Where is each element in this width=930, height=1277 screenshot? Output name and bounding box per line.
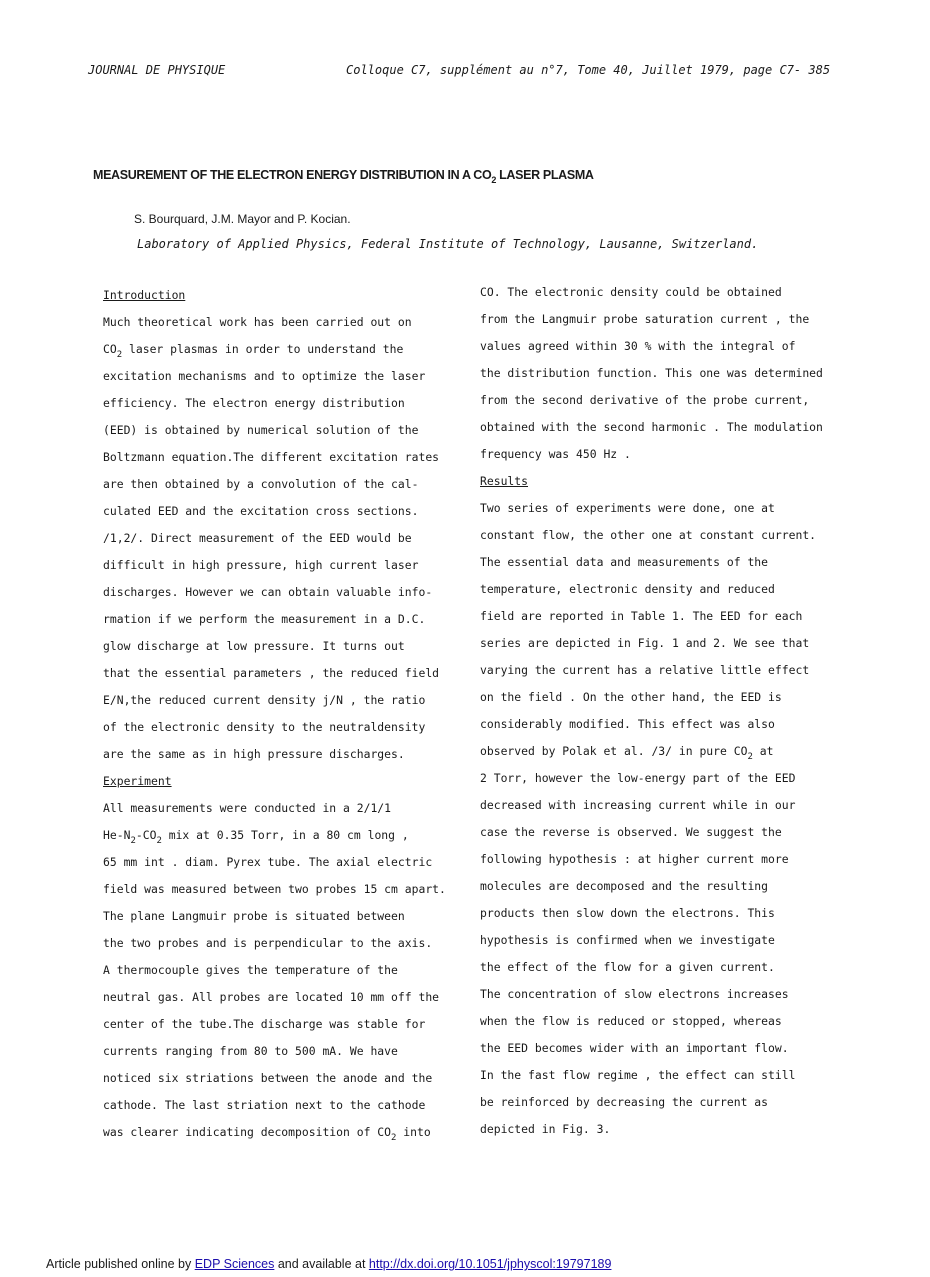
line-text: CO. The electronic density could be obtained <box>480 285 782 299</box>
text-line <box>103 714 446 741</box>
line-text: molecules are decomposed and the resulting <box>480 879 769 893</box>
text-line <box>480 603 823 630</box>
line-text: /1,2/. Direct measurement of the EED would be <box>103 531 412 545</box>
line-text: rmation if we perform the measurement in a D.C. <box>103 612 426 626</box>
doi-link[interactable]: http://dx.doi.org/10.1051/jphyscol:19797189 <box>368 1257 612 1271</box>
text-line <box>480 549 823 576</box>
line-text: varying the current has a relative little effect <box>480 663 810 677</box>
text-line <box>103 903 446 930</box>
left-column <box>103 282 446 1146</box>
text-line <box>103 309 446 336</box>
line-text: Much theoretical work has been carried out on <box>103 315 412 329</box>
title-text: MEASUREMENT OF THE ELECTRON ENERGY DISTRIBUTION IN A CO <box>93 168 492 182</box>
text-line <box>480 522 823 549</box>
text-line <box>103 1038 446 1065</box>
text-line <box>103 660 446 687</box>
line-text: center of the tube.The discharge was stable for <box>103 1017 426 1031</box>
text-line <box>480 1062 823 1089</box>
line-text: from the Langmuir probe saturation current , the <box>480 312 810 326</box>
line-text: the EED becomes wider with an important flow. <box>480 1041 789 1055</box>
line-text: be reinforced by decreasing the current as <box>480 1095 769 1109</box>
text-line <box>480 1008 823 1035</box>
text-line <box>103 930 446 957</box>
text-line <box>480 630 823 657</box>
publication-footer <box>46 1257 611 1271</box>
title-text-end: LASER PLASMA <box>496 168 594 182</box>
text-line <box>103 552 446 579</box>
section-heading <box>480 468 823 495</box>
text-line <box>480 576 823 603</box>
text-line <box>103 795 446 822</box>
text-line <box>480 765 823 792</box>
line-text: series are depicted in Fig. 1 and 2. We see that <box>480 636 810 650</box>
footer-middle: and available at <box>274 1257 369 1271</box>
line-text: Experiment <box>103 774 172 788</box>
line-text: The concentration of slow electrons increases <box>480 987 789 1001</box>
text-line <box>103 1119 446 1146</box>
line-text: constant flow, the other one at constant current. <box>480 528 817 542</box>
line-text: 65 mm int . diam. Pyrex tube. The axial electric <box>103 855 433 869</box>
line-text: Introduction <box>103 288 186 302</box>
text-line <box>480 657 823 684</box>
line-text: decreased with increasing current while in our <box>480 798 796 812</box>
right-column <box>480 279 823 1143</box>
text-line <box>103 822 446 849</box>
text-line <box>103 1065 446 1092</box>
paper-title <box>93 168 594 185</box>
text-line <box>103 471 446 498</box>
footer-prefix: Article published online by <box>46 1257 195 1271</box>
line-text: of the electronic density to the neutraldensity <box>103 720 426 734</box>
text-line <box>480 414 823 441</box>
text-line <box>103 390 446 417</box>
text-line <box>103 525 446 552</box>
text-line <box>480 819 823 846</box>
line-text: following hypothesis : at higher current more <box>480 852 789 866</box>
text-line <box>480 900 823 927</box>
line-text: into <box>396 1125 431 1139</box>
line-text: In the fast flow regime , the effect can still <box>480 1068 796 1082</box>
text-line <box>480 684 823 711</box>
line-text: mix at 0.35 Torr, in a 80 cm long , <box>161 828 409 842</box>
authors: S. Bourquard, J.M. Mayor and P. Kocian. <box>134 212 351 226</box>
line-text: when the flow is reduced or stopped, whereas <box>480 1014 782 1028</box>
text-line <box>103 1011 446 1038</box>
text-line <box>103 444 446 471</box>
text-line <box>480 360 823 387</box>
text-line <box>480 306 823 333</box>
line-text: products then slow down the electrons. This <box>480 906 775 920</box>
text-line <box>103 849 446 876</box>
line-text: the two probes and is perpendicular to the axis. <box>103 936 433 950</box>
line-text: efficiency. The electron energy distribution <box>103 396 405 410</box>
line-text: obtained with the second harmonic . The modulation <box>480 420 823 434</box>
text-line <box>480 981 823 1008</box>
line-text: glow discharge at low pressure. It turns out <box>103 639 405 653</box>
text-line <box>103 984 446 1011</box>
text-line <box>103 417 446 444</box>
subscript: 2 <box>130 836 136 846</box>
line-text: excitation mechanisms and to optimize the laser <box>103 369 426 383</box>
line-text: laser plasmas in order to understand the <box>122 342 404 356</box>
line-text: Two series of experiments were done, one at <box>480 501 775 515</box>
title-subscript: 2 <box>491 175 497 185</box>
line-text: at <box>752 744 774 758</box>
line-text: All measurements were conducted in a 2/1/1 <box>103 801 392 815</box>
text-line <box>480 738 823 765</box>
text-line <box>480 873 823 900</box>
text-line <box>103 876 446 903</box>
text-line <box>480 1089 823 1116</box>
text-line <box>480 927 823 954</box>
text-line <box>480 1035 823 1062</box>
text-line <box>480 387 823 414</box>
line-text: hypothesis is confirmed when we investigate <box>480 933 775 947</box>
text-line <box>480 495 823 522</box>
line-text: the distribution function. This one was determined <box>480 366 823 380</box>
line-text: A thermocouple gives the temperature of the <box>103 963 398 977</box>
subscript: 2 <box>391 1133 397 1143</box>
text-line <box>480 441 823 468</box>
text-line <box>103 363 446 390</box>
line-text: are then obtained by a convolution of the cal- <box>103 477 419 491</box>
line-text: case the reverse is observed. We suggest the <box>480 825 782 839</box>
line-text: Results <box>480 474 529 488</box>
line-text: He-N <box>103 828 131 842</box>
line-text: culated EED and the excitation cross sections. <box>103 504 419 518</box>
journal-name: JOURNAL DE PHYSIQUE <box>88 63 226 77</box>
text-line <box>103 957 446 984</box>
line-text: discharges. However we can obtain valuable info- <box>103 585 433 599</box>
line-text: (EED) is obtained by numerical solution of the <box>103 423 419 437</box>
affiliation: Laboratory of Applied Physics, Federal Institute of Technology, Lausanne, Switzerland. <box>137 237 759 251</box>
line-text: currents ranging from 80 to 500 mA. We have <box>103 1044 398 1058</box>
line-text: E/N,the reduced current density j/N , the ratio <box>103 693 426 707</box>
text-line <box>103 633 446 660</box>
line-text: values agreed within 30 % with the integral of <box>480 339 796 353</box>
line-text: temperature, electronic density and reduced <box>480 582 775 596</box>
line-text: field was measured between two probes 15 cm apart. <box>103 882 446 896</box>
line-text: that the essential parameters , the reduced field <box>103 666 440 680</box>
line-text: field are reported in Table 1. The EED for each <box>480 609 803 623</box>
line-text: 2 Torr, however the low-energy part of the EED <box>480 771 796 785</box>
text-line <box>103 606 446 633</box>
text-line <box>103 336 446 363</box>
line-text: neutral gas. All probes are located 10 mm off the <box>103 990 440 1004</box>
colloque-reference: Colloque C7, supplément au n°7, Tome 40, Juillet 1979, page C7- 385 <box>346 63 831 77</box>
text-line <box>103 579 446 606</box>
line-text: considerably modified. This effect was also <box>480 717 775 731</box>
line-text: The plane Langmuir probe is situated between <box>103 909 405 923</box>
line-text: difficult in high pressure, high current laser <box>103 558 419 572</box>
section-heading <box>103 768 446 795</box>
text-line <box>103 498 446 525</box>
subscript: 2 <box>116 350 123 360</box>
publisher-link[interactable]: EDP Sciences <box>194 1257 275 1271</box>
subscript: 2 <box>747 752 753 762</box>
text-line <box>480 792 823 819</box>
text-line <box>103 687 446 714</box>
line-text: depicted in Fig. 3. <box>480 1122 611 1136</box>
text-line <box>103 741 446 768</box>
line-text: are the same as in high pressure discharges. <box>103 747 405 761</box>
line-text: The essential data and measurements of the <box>480 555 769 569</box>
line-text: noticed six striations between the anode and the <box>103 1071 433 1085</box>
line-text: frequency was 450 Hz . <box>480 447 631 461</box>
line-text: CO <box>103 342 117 356</box>
line-text: cathode. The last striation next to the cathode <box>103 1098 426 1112</box>
line-text: -CO <box>135 828 157 842</box>
text-line <box>480 279 823 306</box>
line-text: was clearer indicating decomposition of CO <box>103 1125 392 1139</box>
line-text: on the field . On the other hand, the EED is <box>480 690 782 704</box>
text-line <box>480 846 823 873</box>
line-text: from the second derivative of the probe current, <box>480 393 810 407</box>
text-line <box>480 711 823 738</box>
text-line <box>480 333 823 360</box>
text-line <box>103 1092 446 1119</box>
line-text: Boltzmann equation.The different excitation rates <box>103 450 440 464</box>
text-line <box>480 1116 823 1143</box>
text-line <box>480 954 823 981</box>
subscript: 2 <box>156 836 162 846</box>
line-text: the effect of the flow for a given current. <box>480 960 775 974</box>
line-text: observed by Polak et al. /3/ in pure CO <box>480 744 748 758</box>
section-heading <box>103 282 446 309</box>
